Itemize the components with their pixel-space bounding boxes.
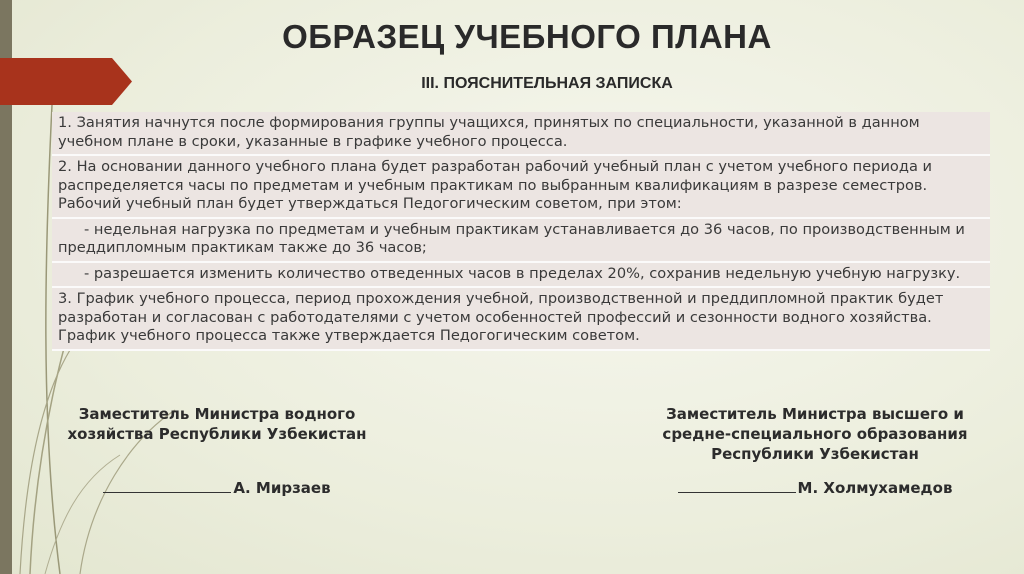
signature-left: [62, 404, 372, 498]
slide-subtitle: III. ПОЯСНИТЕЛЬНАЯ ЗАПИСКА: [421, 75, 673, 92]
signature-right: [650, 404, 980, 498]
signature-position: Заместитель Министра высшего и средне-специального образования Республики Узбекистан: [662, 405, 968, 463]
signature-name: М. Холмухамедов: [797, 479, 953, 497]
note-paragraph: 3. График учебного процесса, период прохождения учебной, производственной и преддипломной практик будет разработан и согласован с работодателями с учетом особенностей профессий и сезонности водного хозяйства. График учебного процесса также утверждается Педогогическим советом.: [52, 288, 990, 351]
slide-title: ОБРАЗЕЦ УЧЕБНОГО ПЛАНА: [282, 18, 772, 55]
explanatory-note-table: [52, 112, 990, 351]
signature-name: А. Мирзаев: [233, 479, 331, 497]
note-paragraph: 2. На основании данного учебного плана будет разработан рабочий учебный план с учетом учебного периода и распределяется часы по предметам и учебным практикам по выбранным квалификациям в разрезе семестров. Рабочий учебный план будет утверждаться Педогогическим советом, при этом:: [52, 156, 990, 219]
signature-name-line: [62, 478, 372, 498]
signature-line: [678, 478, 796, 493]
signature-position: Заместитель Министра водного хозяйства Республики Узбекистан: [67, 405, 367, 443]
signature-name-line: [650, 478, 980, 498]
note-paragraph: 1. Занятия начнутся после формирования группы учащихся, принятых по специальности, указанной в данном учебном плане в сроки, указанные в графике учебного процесса.: [52, 112, 990, 156]
note-paragraph: - разрешается изменить количество отведенных часов в пределах 20%, сохранив недельную учебную нагрузку.: [52, 263, 990, 289]
note-paragraph: - недельная нагрузка по предметам и учебным практикам устанавливается до 36 часов, по производственным и преддипломным практикам также до 36 часов;: [52, 219, 990, 263]
signature-line: [103, 478, 231, 493]
